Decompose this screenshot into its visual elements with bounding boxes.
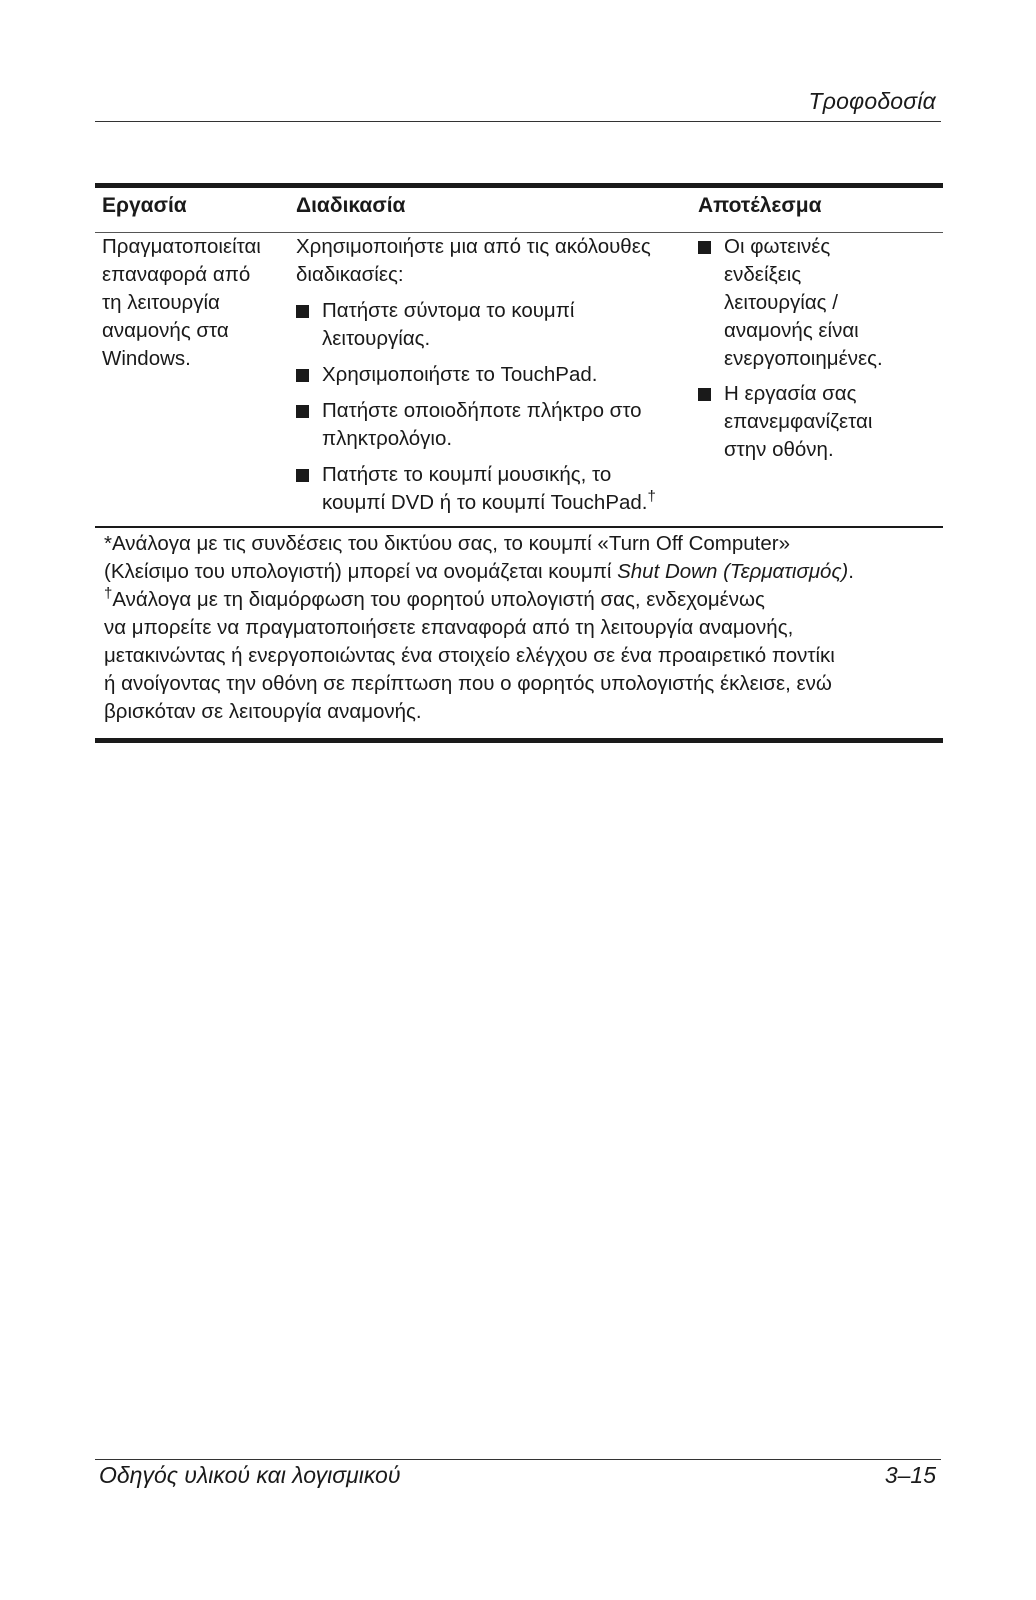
header-rule [95,121,941,122]
task-line: τη λειτουργία [102,291,220,314]
bullet-line: Οι φωτεινές [724,235,831,258]
footnote-dagger-line: ή ανοίγοντας την οθόνη σε περίπτωση που ο φορητός υπολογιστής έκλεισε, ενώ [104,672,832,695]
bullet-line: κουμπί DVD ή το κουμπί TouchPad. [322,491,648,514]
square-bullet-icon [296,469,309,482]
bullet-line: Η εργασία σας [724,382,857,405]
result-bullet-list [698,233,938,464]
column-header-procedure: Διαδικασία [296,194,406,217]
procedure-intro-line: διαδικασίες: [296,263,404,286]
square-bullet-icon [698,241,711,254]
task-line: Πραγματοποιείται [102,235,261,258]
bullet-line: Πατήστε οποιοδήποτε πλήκτρο στο [322,399,642,422]
table-top-rule [95,183,943,188]
running-header: Τροφοδοσία [808,88,936,114]
square-bullet-icon [296,369,309,382]
bullet-line: Χρησιμοποιήστε το TouchPad. [322,363,598,386]
bullet-line: πληκτρολόγιο. [322,427,453,450]
bullet-line: λειτουργίας. [322,327,431,350]
bullet-line: αναμονής είναι [724,319,859,342]
square-bullet-icon [296,405,309,418]
footnote-star-line [104,558,934,586]
bullet-line-with-mark [322,489,696,517]
result-bullet-item [698,233,938,373]
procedure-bullet-list [296,297,696,517]
bullet-line: στην οθόνη. [724,438,834,461]
square-bullet-icon [698,388,711,401]
footnote-dagger-line [104,586,934,614]
task-line: Windows. [102,347,191,370]
task-line: αναμονής στα [102,319,229,342]
column-header-task: Εργασία [102,194,187,217]
page-number: 3–15 [884,1462,936,1488]
bullet-line: Πατήστε σύντομα το κουμπί [322,299,575,322]
footnote-emphasis: Shut Down (Τερματισμός) [617,560,849,583]
bullet-line: Πατήστε το κουμπί μουσικής, το [322,463,612,486]
column-header-result: Αποτέλεσμα [698,194,822,217]
footnote-text: (Κλείσιμο του υπολογιστή) μπορεί να ονομάζεται κουμπί [104,560,618,583]
footnote-dagger-line: μετακινώντας ή ενεργοποιώντας ένα στοιχείο ελέγχου σε ένα προαιρετικό ποντίκι [104,644,835,667]
dagger-footnote-mark: † [104,585,113,603]
footer-book-title: Οδηγός υλικού και λογισμικού [99,1462,401,1488]
procedure-bullet-item [296,297,696,353]
bullet-line: λειτουργίας / [724,291,838,314]
procedure-bullet-item [296,461,696,517]
procedure-cell [296,233,696,517]
table-footnotes [104,530,934,726]
footnote-dagger-line: να μπορείτε να πραγματοποιήσετε επαναφορά από τη λειτουργία αναμονής, [104,616,794,639]
footer-rule [95,1459,941,1460]
task-cell [102,233,292,373]
footnote-dagger-line: βρισκόταν σε λειτουργία αναμονής. [104,700,422,723]
bullet-line: ενδείξεις [724,263,802,286]
result-cell [698,233,938,471]
footnote-text: Ανάλογα με τη διαμόρφωση του φορητού υπολογιστή σας, ενδεχομένως [112,588,765,611]
bullet-line: επανεμφανίζεται [724,410,873,433]
procedure-bullet-item [296,397,696,453]
square-bullet-icon [296,305,309,318]
bullet-line: ενεργοποιημένες. [724,347,883,370]
footnote-text: . [848,560,854,583]
procedure-bullet-item [296,361,696,389]
table-bottom-rule [95,738,943,743]
notes-rule [95,526,943,528]
dagger-footnote-mark: † [647,488,656,506]
result-bullet-item [698,380,938,464]
task-line: επαναφορά από [102,263,251,286]
footnote-star-line: *Ανάλογα με τις συνδέσεις του δικτύου σας, το κουμπί «Turn Off Computer» [104,532,790,555]
procedure-intro-line: Χρησιμοποιήστε μια από τις ακόλουθες [296,235,651,258]
